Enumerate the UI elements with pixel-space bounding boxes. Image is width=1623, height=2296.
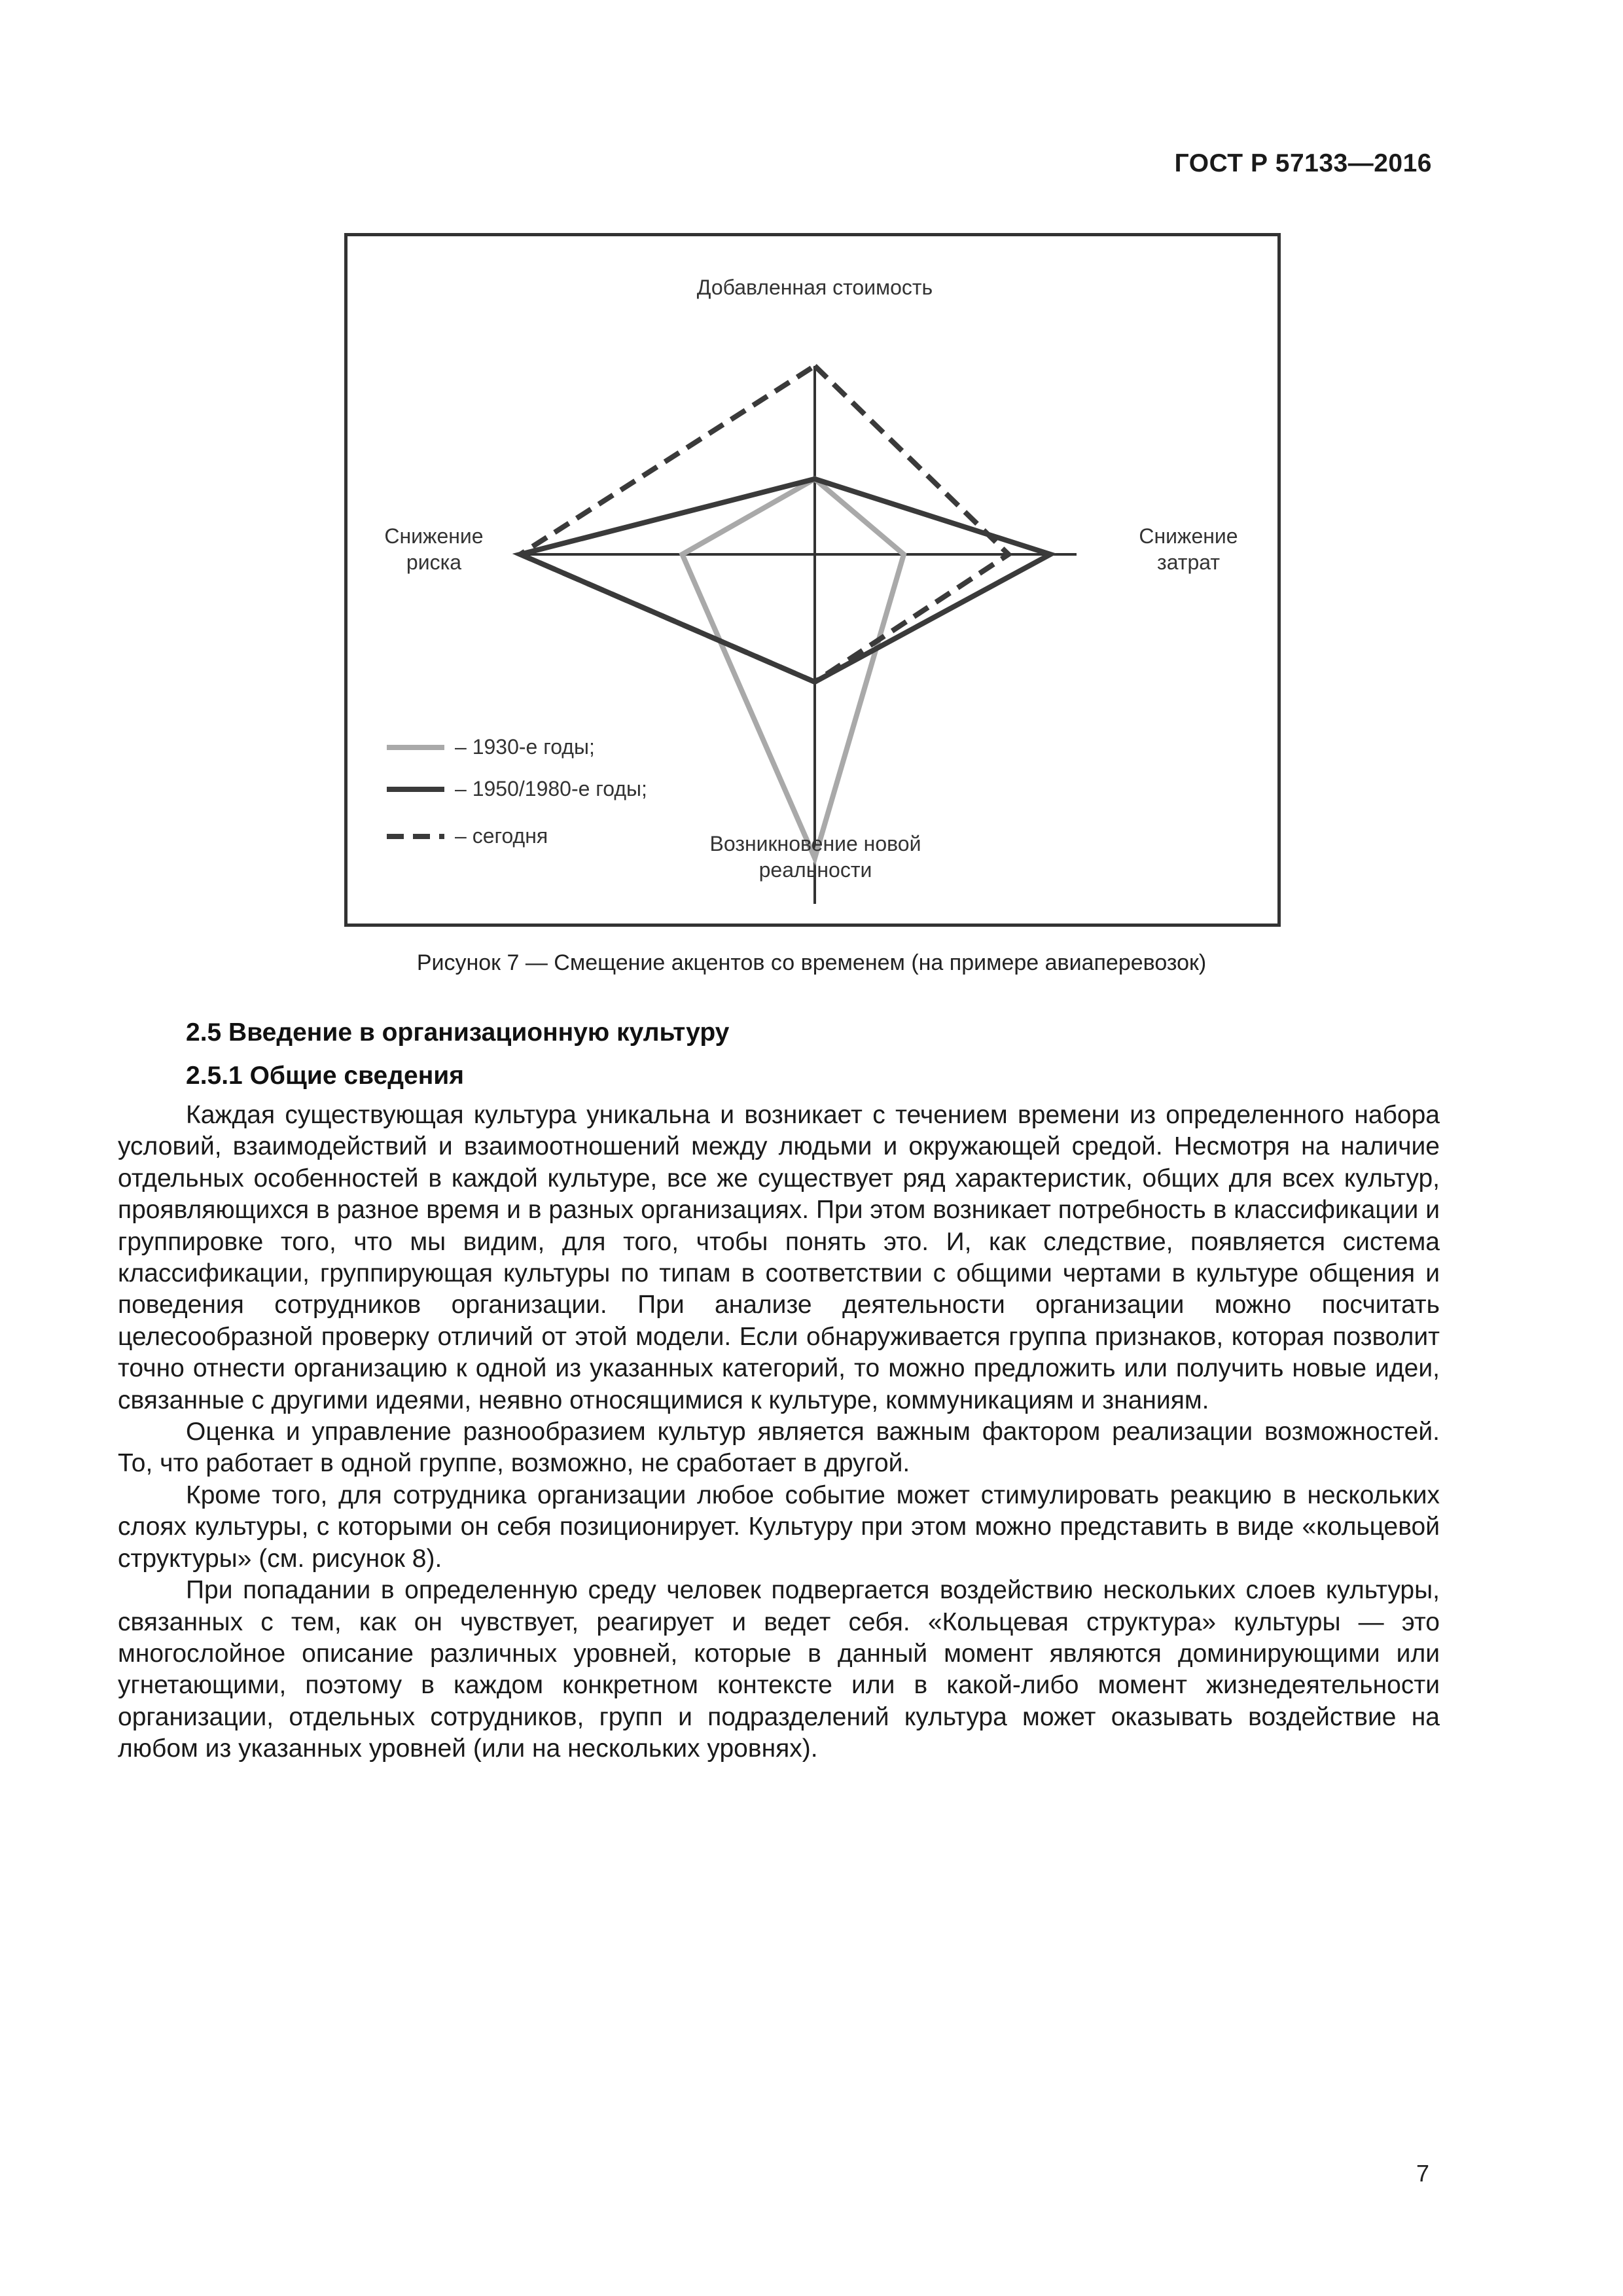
axis-label-right-line2: затрат [1157,550,1220,574]
section-heading: 2.5 Введение в организационную культуру [186,1018,730,1047]
axis-label-bottom [662,831,969,883]
paragraph-2: Оценка и управление разнообразием культур является важным фактором реализации возможностей. То, что работает в одной группе, возможно, не сработает в другой. [118,1418,1440,1478]
axis-label-right-line1: Снижение [1139,524,1238,548]
axis-label-left-line1: Снижение [384,524,484,548]
page-number: 7 [1416,2160,1429,2187]
axis-label-bottom-line1: Возникновение новой [709,832,921,855]
series-polygon-1 [683,479,904,858]
figure-caption: Рисунок 7 — Смещение акцентов со временем (на примере авиаперевозок) [416,950,1207,975]
document-code: ГОСТ Р 57133—2016 [1174,149,1432,177]
paragraph-1: Каждая существующая культура уникальна и возникает с течением времени из определенного набора условий, взаимодействий и взаимоотношений между людьми и окружающей средой. Несмотря на наличие отдельных особенностей в каждой культуре, все же существует ряд характеристик, общих для всех культур, проявляющихся в разное время и в разных организациях. При этом возникает потребность в классификации и группировке того, что мы видим, для того, чтобы понять это. И, как следствие, появляется система классификации, группирующая культуры по типам в соответствии с общими чертами в культуре общения и поведения сотрудников организации. При анализе деятельности организации можно посчитать целесообразной проверку отличий от этой модели. Если обнаруживается группа признаков, которая позволит точно отнести организацию к одной из указанных категорий, то можно предложить или получить новые идеи, связанные с другими идеями, неявно относящимися к культуре, коммуникациям и знаниям. [118,1101,1440,1414]
legend-label-1950: – 1950/1980-е годы; [455,777,647,800]
body-text [118,1100,1440,1765]
paragraph-4: При попадании в определенную среду человек подвергается воздействию нескольких слоев культуры, связанных с тем, как он чувствует, реагирует и ведет себя. «Кольцевая структура» культуры — это многослойное описание различных уровней, которые в данный момент являются доминирующими или угнетающими, поэтому в каждом конкретном контексте или в какой-либо момент жизнедеятельности организации, отдельных сотрудников, групп и подразделений культура может оказывать воздействие на любом из указанных уровней (или на нескольких уровнях). [118,1576,1440,1763]
radar-chart [348,236,1277,924]
subsection-heading: 2.5.1 Общие сведения [186,1062,464,1090]
series-polygon-3 [520,366,1008,682]
paragraph-3: Кроме того, для сотрудника организации любое событие может стимулировать реакцию в нескольких слоях культуры, с которыми он себя позиционирует. Культуру при этом можно представить в виде «кольцевой структуры» (см. рисунок 8). [118,1480,1440,1573]
axis-label-top: Добавленная стоимость [696,276,933,299]
legend-label-1930: – 1930-е годы; [455,735,595,759]
axis-label-left-line2: риска [406,550,462,574]
legend-label-today: – сегодня [455,824,548,848]
axis-label-bottom-line2: реальности [758,858,872,882]
figure-frame [344,233,1281,927]
axis-label-left [362,523,506,575]
axis-label-right [1120,523,1257,575]
